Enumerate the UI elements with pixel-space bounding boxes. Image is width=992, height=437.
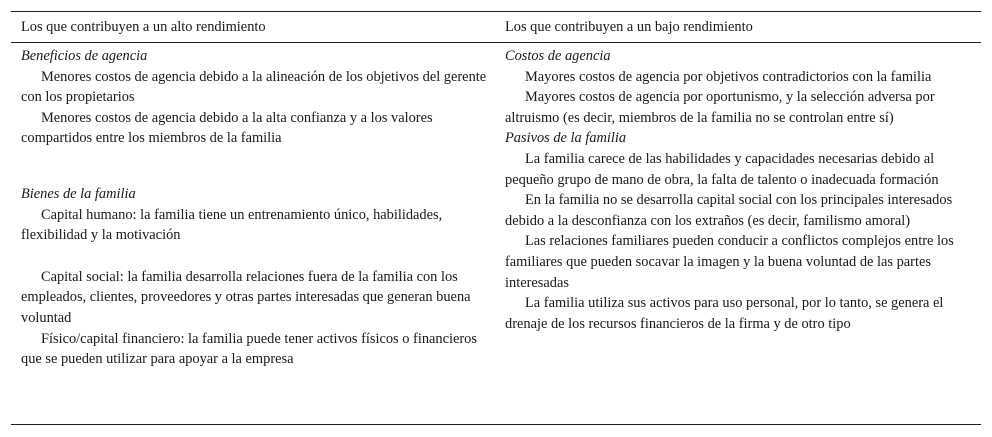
- list-item: Menores costos de agencia debido a la alineación de los objetivos del gerente con los propietarios: [21, 68, 487, 106]
- comparison-table: [11, 11, 981, 425]
- header-low-performance: Los que contribuyen a un bajo rendimiento: [505, 19, 753, 35]
- list-item: Capital social: la familia desarrolla relaciones fuera de la familia con los empleados, clientes, proveedores y otras partes interesadas que generan buena voluntad: [21, 268, 471, 326]
- list-item: Mayores costos de agencia por oportunismo, y la selección adversa por altruismo (es decir, miembros de la familia no se controlan entre sí): [505, 89, 935, 126]
- list-item: La familia carece de las habilidades y capacidades necesarias debido al pequeño grupo de mano de obra, la falta de talento o inadecuada formación: [505, 150, 939, 188]
- section-title-family-assets: Bienes de la familia: [21, 185, 136, 202]
- list-item: Mayores costos de agencia por objetivos contradictorios con la familia: [525, 68, 932, 85]
- list-item: Menores costos de agencia debido a la alta confianza y a los valores compartidos entre los miembros de la familia: [21, 109, 433, 147]
- section-title-family-liabilities: Pasivos de la familia: [505, 130, 627, 147]
- list-item: La familia utiliza sus activos para uso personal, por lo tanto, se genera el drenaje de los recursos financieros de la firma y de otro tipo: [505, 295, 944, 332]
- section-title-agency-benefits: Beneficios de agencia: [21, 48, 148, 64]
- column-low-performance: [505, 46, 971, 334]
- column-high-performance: [21, 46, 487, 370]
- list-item: Las relaciones familiares pueden conducir a conflictos complejos entre los familiares que pueden socavar la imagen y la buena voluntad de las partes interesadas: [505, 233, 954, 291]
- list-item: En la familia no se desarrolla capital social con los principales interesados debido a la desconfianza con los extraños (es decir, familismo amoral): [505, 192, 953, 229]
- table-header: [11, 12, 981, 43]
- list-item: Capital humano: la familia tiene un entrenamiento único, habilidades, flexibilidad y la motivación: [21, 206, 443, 244]
- header-high-performance: Los que contribuyen a un alto rendimiento: [21, 19, 266, 35]
- section-title-agency-costs: Costos de agencia: [505, 48, 611, 64]
- list-item: Físico/capital financiero: la familia puede tener activos físicos o financieros que se pueden utilizar para apoyar a la empresa: [21, 330, 477, 368]
